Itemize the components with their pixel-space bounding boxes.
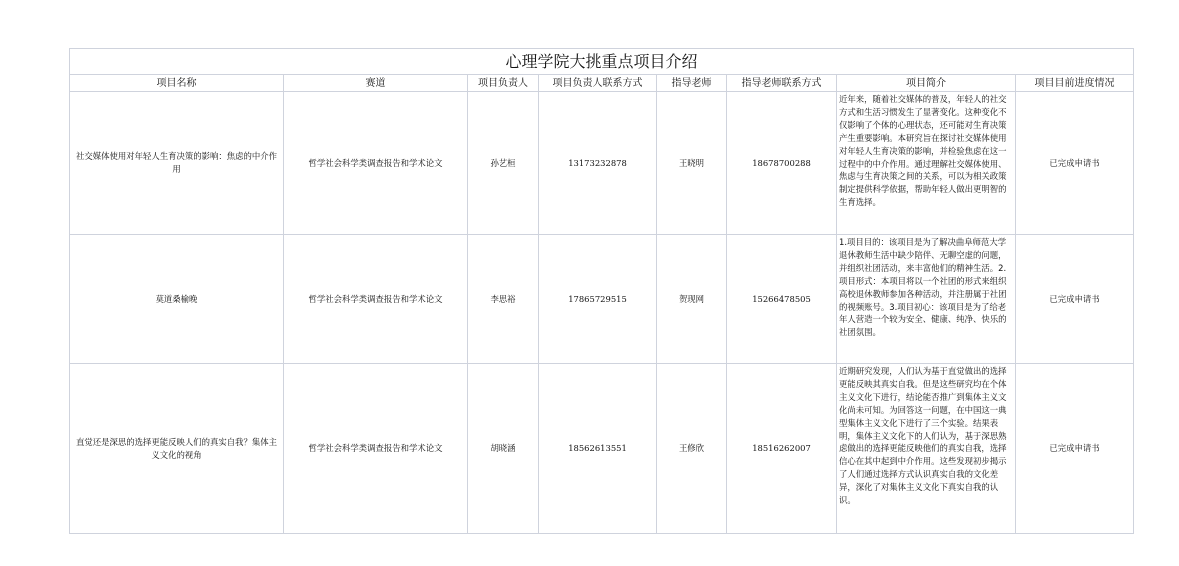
advisor-cell: 贺现网 (657, 235, 727, 364)
leader-phone-cell: 17865729515 (539, 235, 657, 364)
header-row (70, 75, 1134, 92)
advisor-phone-cell: 18516262007 (727, 364, 837, 534)
project-name-cell: 直觉还是深思的选择更能反映人们的真实自我？集体主义文化的视角 (70, 364, 284, 534)
intro-cell: 近期研究发现，人们认为基于直觉做出的选择更能反映其真实自我。但是这些研究均在个体主义文化下进行，结论能否推广到集体主义文化尚未可知。为回答这一问题，在中国这一典型集体主义文化下进行了三个实验。结果表明，集体主义文化下的人们认为，基于深思熟虑做出的选择更能反映他们的真实自我，选择信心在其中起到中介作用。这些发现初步揭示了人们通过选择方式认识真实自我的文化差异，深化了对集体主义文化下真实自我的认识。 (837, 364, 1016, 534)
header-status: 项目目前进度情况 (1016, 75, 1134, 92)
header-project-name: 项目名称 (70, 75, 284, 92)
leader-cell: 孙艺桓 (468, 92, 539, 235)
status-cell: 已完成申请书 (1016, 235, 1134, 364)
title-row (70, 49, 1134, 75)
header-intro: 项目简介 (837, 75, 1016, 92)
leader-phone-cell: 18562613551 (539, 364, 657, 534)
advisor-cell: 王晓明 (657, 92, 727, 235)
advisor-phone-cell: 15266478505 (727, 235, 837, 364)
header-leader-phone: 项目负责人联系方式 (539, 75, 657, 92)
header-track: 赛道 (284, 75, 468, 92)
track-cell: 哲学社会科学类调查报告和学术论文 (284, 364, 468, 534)
table-row (70, 92, 1134, 235)
advisor-cell: 王修欣 (657, 364, 727, 534)
status-cell: 已完成申请书 (1016, 364, 1134, 534)
table-title: 心理学院大挑重点项目介绍 (70, 49, 1134, 75)
table-row (70, 235, 1134, 364)
status-cell: 已完成申请书 (1016, 92, 1134, 235)
advisor-phone-cell: 18678700288 (727, 92, 837, 235)
leader-cell: 李思裕 (468, 235, 539, 364)
project-name-cell: 莫道桑榆晚 (70, 235, 284, 364)
project-table (69, 48, 1134, 534)
intro-cell: 1.项目目的：该项目是为了解决曲阜师范大学退休教师生活中缺少陪伴、无聊空虚的问题，并组织社团活动，来丰富他们的精神生活。2.项目形式：本项目将以一个社团的形式来组织高校退休教师参加各种活动，并注册属于社团的视频账号。3.项目初心：该项目是为了给老年人营造一个较为安全、健康、纯净、快乐的社团氛围。 (837, 235, 1016, 364)
leader-phone-cell: 13173232878 (539, 92, 657, 235)
table-row (70, 364, 1134, 534)
header-advisor: 指导老师 (657, 75, 727, 92)
header-advisor-phone: 指导老师联系方式 (727, 75, 837, 92)
leader-cell: 胡晓涵 (468, 364, 539, 534)
intro-cell: 近年来，随着社交媒体的普及，年轻人的社交方式和生活习惯发生了显著变化。这种变化不仅影响了个体的心理状态，还可能对生育决策产生重要影响。本研究旨在探讨社交媒体使用对年轻人生育决策的影响，并检验焦虑在这一过程中的中介作用。通过理解社交媒体使用、焦虑与生育决策之间的关系，可以为相关政策制定提供科学依据，帮助年轻人做出更明智的生育选择。 (837, 92, 1016, 235)
track-cell: 哲学社会科学类调查报告和学术论文 (284, 92, 468, 235)
header-leader: 项目负责人 (468, 75, 539, 92)
project-name-cell: 社交媒体使用对年轻人生育决策的影响：焦虑的中介作用 (70, 92, 284, 235)
track-cell: 哲学社会科学类调查报告和学术论文 (284, 235, 468, 364)
